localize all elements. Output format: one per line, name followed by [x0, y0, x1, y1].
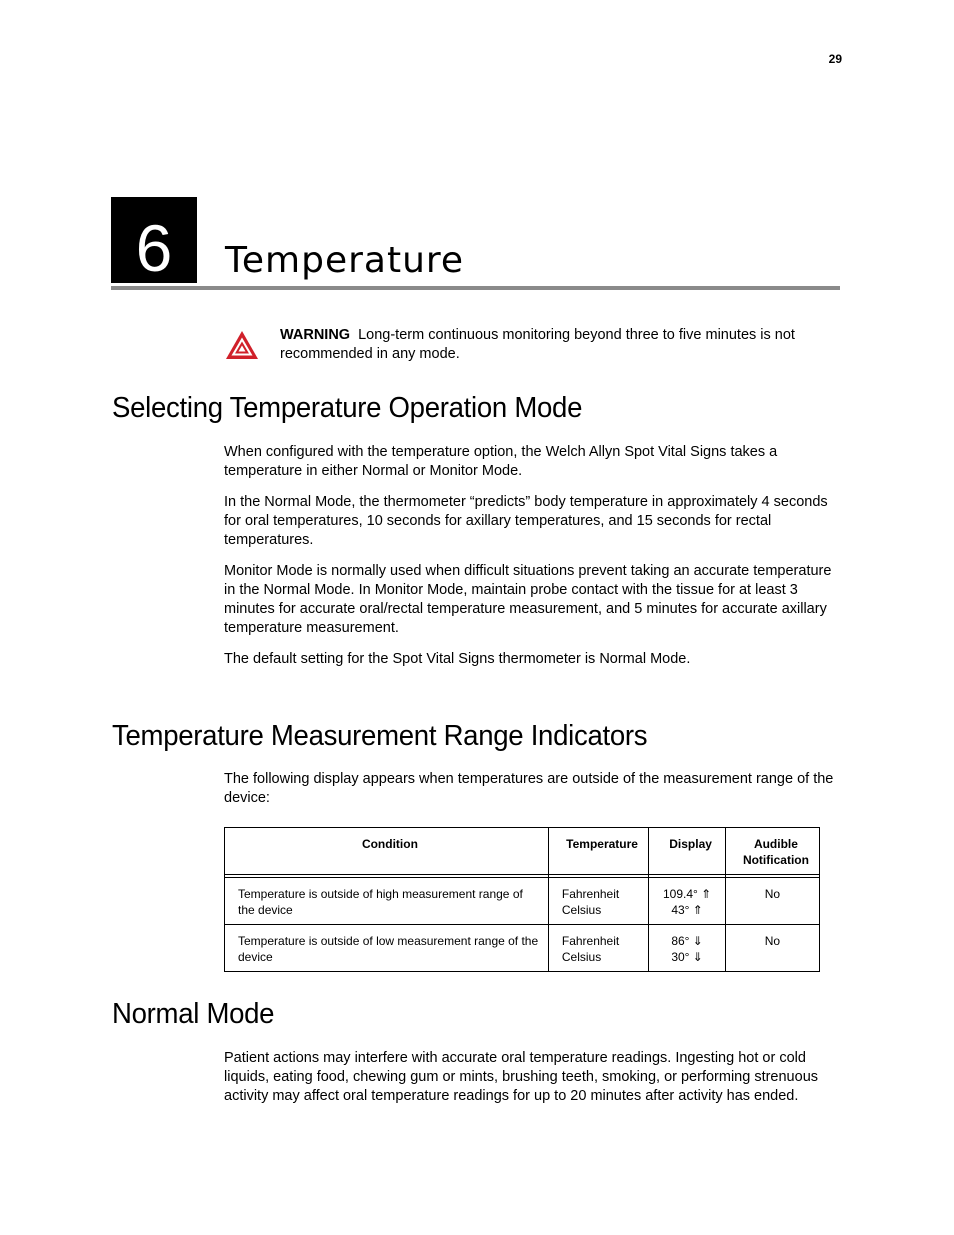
section-heading-range: Temperature Measurement Range Indicators [112, 720, 648, 752]
warning-triangle-icon [224, 329, 260, 361]
chapter-number: 6 [135, 211, 173, 285]
paragraph: In the Normal Mode, the thermometer “predicts” body temperature in approximately 4 seconds for oral temperatures, 10 seconds for axillary temperatures, and 15 seconds for rectal temperatures. [224, 494, 828, 548]
audible-cell: No [725, 878, 819, 925]
display-cell [649, 925, 726, 972]
warning-label: WARNING [280, 327, 351, 343]
range-indicator-table [224, 827, 820, 972]
column-header-audible [725, 828, 819, 875]
audible-cell: No [725, 925, 819, 972]
condition-cell: Temperature is outside of low measurement range of the device [225, 925, 549, 972]
temp-unit: Fahrenheit [561, 887, 620, 901]
paragraph: The default setting for the Spot Vital Signs thermometer is Normal Mode. [224, 651, 691, 667]
display-value: 43° ⇑ [671, 903, 703, 917]
audible-header-line: Audible [753, 837, 798, 851]
display-cell [649, 878, 726, 925]
temperature-cell [548, 925, 648, 972]
page-number: 29 [828, 52, 842, 66]
chapter-title: Temperature [225, 240, 465, 281]
paragraph: Monitor Mode is normally used when difficult situations prevent taking an accurate temperature in the Normal Mode. In Monitor Mode, maintain probe contact with the tissue for at least 3 minutes for accurate oral/rectal temperature measurement, and 5 minutes for accurate axillary temperature measurement. [224, 563, 832, 636]
paragraph: Patient actions may interfere with accurate oral temperature readings. Ingesting hot or cold liquids, eating food, chewing gum or mints, brushing teeth, smoking, or performing strenuous activity may affect oral temperature readings for up to 20 minutes after activity has ended. [224, 1050, 819, 1104]
chapter-number-box [111, 197, 197, 283]
display-value: 86° ⇓ [671, 934, 703, 948]
table-row [225, 878, 820, 925]
column-header-temperature: Temperature [548, 828, 648, 875]
paragraph: When configured with the temperature option, the Welch Allyn Spot Vital Signs takes a temperature in either Normal or Monitor Mode. [224, 444, 778, 479]
column-header-display: Display [649, 828, 726, 875]
section-intro-range [224, 770, 844, 820]
chapter-rule [111, 286, 840, 290]
section-body-normal [224, 1049, 844, 1118]
audible-header-line: Notification [742, 853, 809, 867]
display-value: 30° ⇓ [671, 950, 703, 964]
column-header-condition: Condition [225, 828, 549, 875]
section-heading-normal: Normal Mode [112, 998, 275, 1030]
display-value: 109.4° ⇑ [662, 887, 712, 901]
condition-cell: Temperature is outside of high measurement range of the device [225, 878, 549, 925]
warning-text: Long-term continuous monitoring beyond three to five minutes is not recommended in any mode. [280, 327, 795, 362]
section-heading-selecting: Selecting Temperature Operation Mode [112, 392, 583, 424]
table-header-row [225, 828, 820, 875]
section-body-selecting [224, 443, 844, 681]
warning-message [280, 326, 845, 364]
temp-unit: Celsius [561, 950, 602, 964]
table-row [225, 925, 820, 972]
paragraph: The following display appears when temperatures are outside of the measurement range of the device: [224, 771, 834, 806]
temperature-cell [548, 878, 648, 925]
temp-unit: Fahrenheit [561, 934, 620, 948]
temp-unit: Celsius [561, 903, 602, 917]
